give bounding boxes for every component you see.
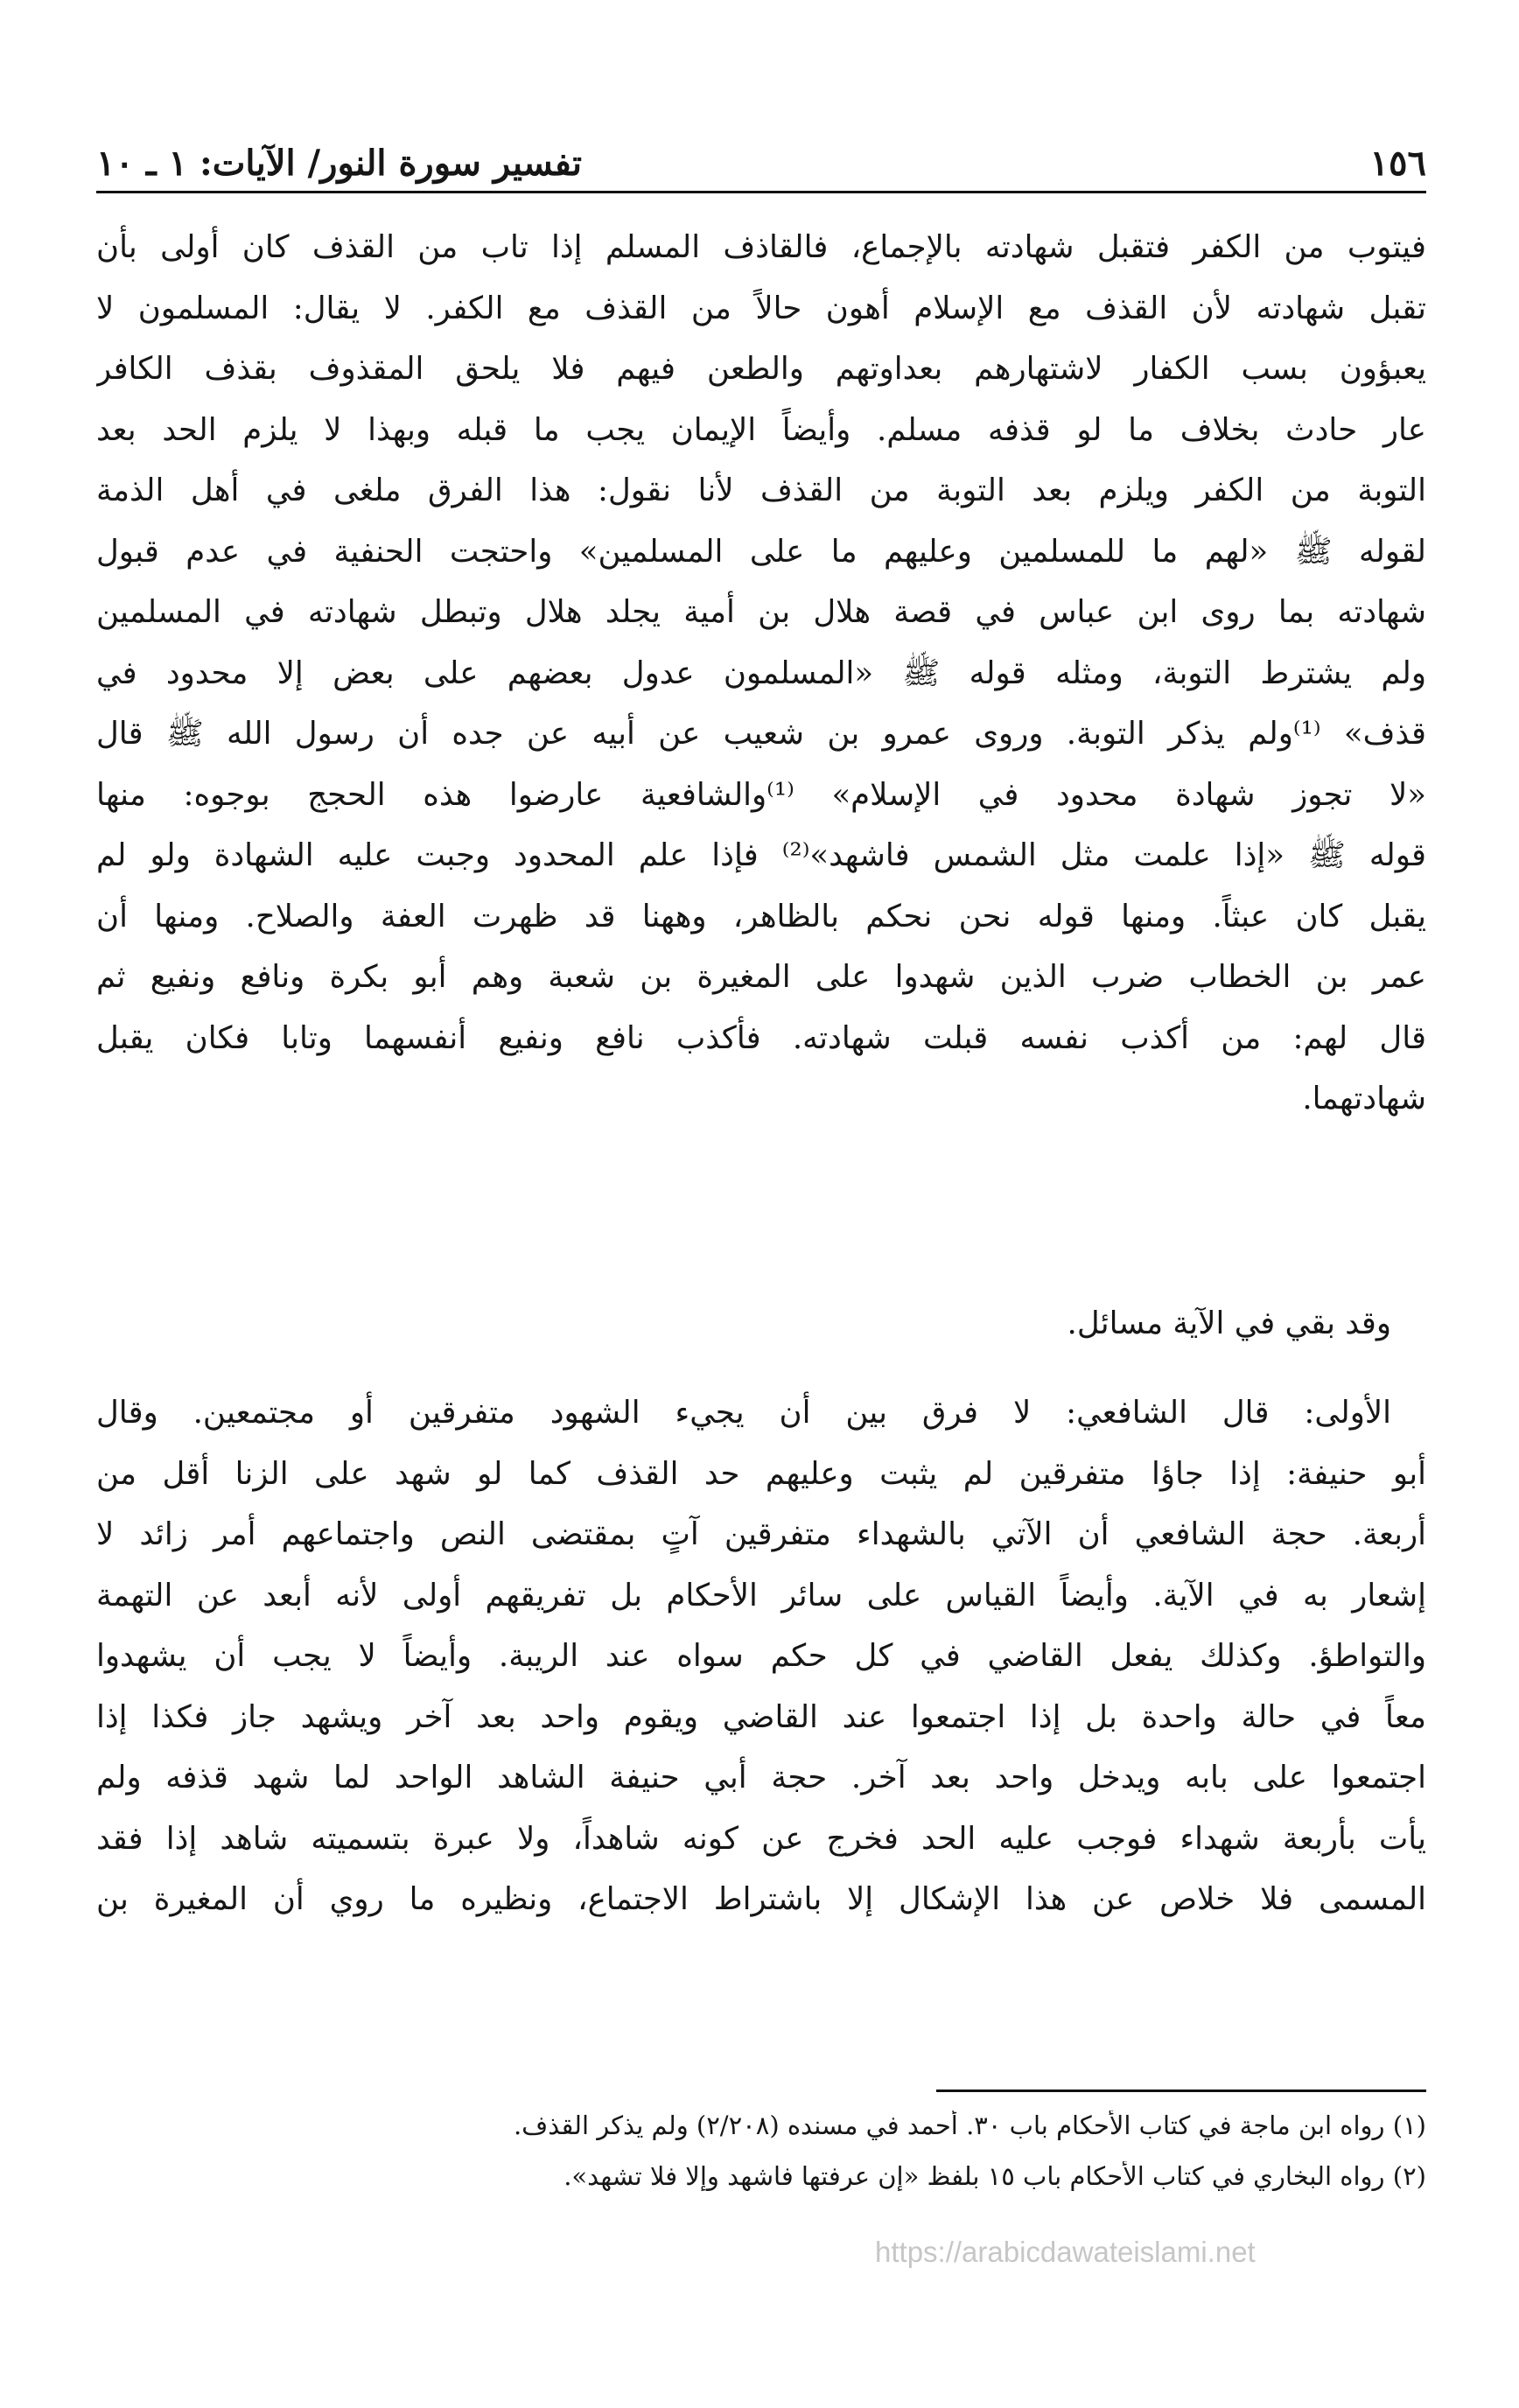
text-line: ولم يشترط التوبة، ومثله قوله ﷺ «المسلمون عدول بعضهم على بعض إلا محدود في [96,654,1426,691]
footnote-1: (١) رواه ابن ماجة في كتاب الأحكام باب ٣٠. أحمد في مسنده (٢/٢٠٨) ولم يذكر القذف. [513,2110,1426,2140]
page-number: ١٥٦ [1369,143,1426,184]
text-line: والتواطؤ. وكذلك يفعل القاضي في كل حكم سواه عند الريبة. وأيضاً لا يجب أن يشهدوا [96,1638,1426,1674]
text-line: شهادتهما. [1302,1081,1426,1116]
text-line: أبو حنيفة: إذا جاؤا متفرقين لم يثبت وعليهم حد القذف كما لو شهد على الزنا أقل من [96,1455,1426,1492]
paragraph-1 [96,217,1426,1130]
text-line: أربعة. حجة الشافعي أن الآتي بالشهداء متفرقين آتٍ بمقتضى النص واجتماعهم أمر زائد لا [96,1516,1426,1552]
header-rule [96,191,1426,193]
paragraph-3 [96,1382,1426,1930]
text-line: فيتوب من الكفر فتقبل شهادته بالإجماع، فالقاذف المسلم إذا تاب من القذف كان أولى بأن [96,229,1426,265]
text-line: قذف» ⁽¹⁾ولم يذكر التوبة. وروى عمرو بن شعيب عن أبيه عن جده أن رسول الله ﷺ قال [96,716,1426,752]
page-header [96,131,1426,184]
text-line: لقوله ﷺ «لهم ما للمسلمين وعليهم ما على المسلمين» واحتجت الحنفية في عدم قبول [96,533,1426,570]
text-line: وقد بقي في الآية مسائل. [1067,1306,1391,1341]
footnote-2: (٢) رواه البخاري في كتاب الأحكام باب ١٥ بلفظ «إن عرفتها فاشهد وإلا فلا تشهد». [564,2161,1426,2191]
footnote-rule [936,2090,1426,2092]
text-line: «لا تجوز شهادة محدود في الإسلام» ⁽¹⁾والشافعية عارضوا هذه الحجج بوجوه: منها [96,776,1426,813]
text-line: قال لهم: من أكذب نفسه قبلت شهادته. فأكذب نافع ونفيع أنفسهما وتابا فكان يقبل [96,1019,1426,1056]
text-line: إشعار به في الآية. وأيضاً القياس على سائر الأحكام بل تفريقهم أولى لأنه أبعد عن التهمة [96,1577,1426,1614]
text-line: يعبؤون بسب الكفار لاشتهارهم بعداوتهم والطعن فيهم فلا يلحق المقذوف بقذف الكافر [96,351,1426,387]
paragraph-2 [96,1293,1426,1354]
text-line: تقبل شهادته لأن القذف مع الإسلام أهون حالاً من القذف مع الكفر. لا يقال: المسلمون لا [96,290,1426,326]
text-line: المسمى فلا خلاص عن هذا الإشكال إلا باشتراط الاجتماع، ونظيره ما روي أن المغيرة بن [96,1881,1426,1917]
text-line: اجتمعوا على بابه ويدخل واحد بعد آخر. حجة أبي حنيفة الشاهد الواحد لما شهد قذفه ولم [96,1760,1426,1796]
watermark-url: https://arabicdawateislami.net [875,2236,1256,2268]
text-line: معاً في حالة واحدة بل إذا اجتمعوا عند القاضي ويقوم واحد بعد آخر ويشهد جاز فكذا إذا [96,1698,1426,1735]
text-line: عار حادث بخلاف ما لو قذفه مسلم. وأيضاً الإيمان يجب ما قبله وبهذا لا يلزم الحد بعد [96,411,1426,448]
text-line: الأولى: قال الشافعي: لا فرق بين أن يجيء الشهود متفرقين أو مجتمعين. وقال [96,1395,1391,1431]
text-line: قوله ﷺ «إذا علمت مثل الشمس فاشهد»⁽²⁾ فإذا علم المحدود وجبت عليه الشهادة ولو لم [96,837,1426,873]
text-line: شهادته بما روى ابن عباس في قصة هلال بن أمية يجلد هلال وتبطل شهادته في المسلمين [96,594,1426,630]
text-line: يأت بأربعة شهداء فوجب عليه الحد فخرج عن كونه شاهداً، ولا عبرة بتسميته شاهد إذا فقد [96,1820,1426,1857]
text-line: التوبة من الكفر ويلزم بعد التوبة من القذف لأنا نقول: هذا الفرق ملغى في أهل الذمة [96,472,1426,508]
text-line: يقبل كان عبثاً. ومنها قوله نحن نحكم بالظاهر، وههنا قد ظهرت العفة والصلاح. ومنها أن [96,898,1426,934]
text-line: عمر بن الخطاب ضرب الذين شهدوا على المغيرة بن شعبة وهم أبو بكرة ونافع ونفيع ثم [96,959,1426,995]
running-title: تفسير سورة النور/ الآيات: ١ ـ ١٠ [96,143,583,184]
